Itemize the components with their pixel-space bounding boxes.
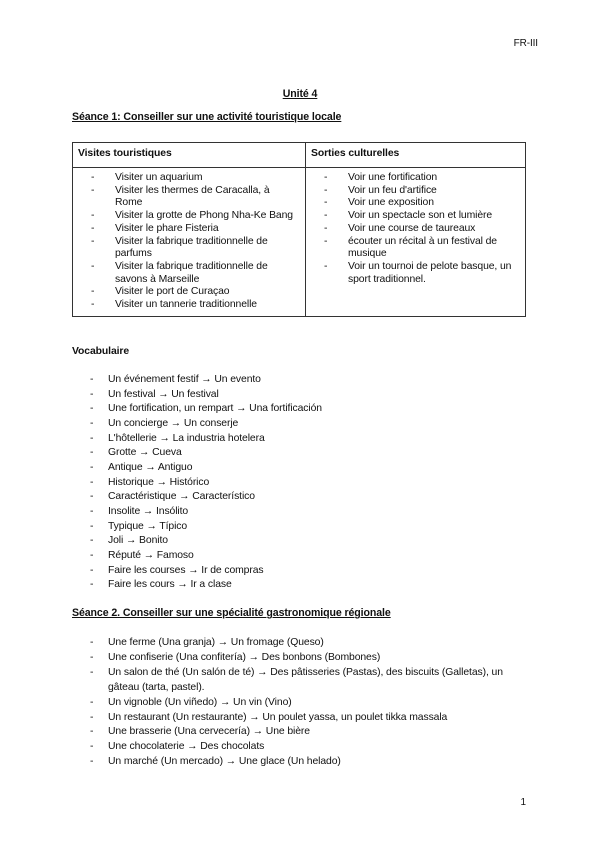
list-item: - Un vignoble (Un viñedo) → Un vin (Vino) [90, 696, 530, 711]
list-item: - Visiter le port de Curaçao [91, 286, 299, 299]
sorties-list [324, 172, 519, 286]
list-item: - Faire les cours → Ir a clase [90, 578, 530, 593]
table-header-sorties: Sorties culturelles [306, 143, 526, 168]
list-item: - Visiter la grotte de Phong Nha-Ke Bang [91, 210, 299, 223]
list-item: - Visiter un aquarium [91, 172, 299, 185]
list-item: - Visiter la fabrique traditionnelle de savons à Marseille [91, 261, 299, 286]
vocabulary-list [90, 373, 530, 593]
visites-cell [73, 168, 306, 317]
list-item: - Un salon de thé (Un salón de té) → Des pâtisseries (Pastas), des biscuits (Galletas), un gâteau (tarta, pastel). [90, 666, 530, 696]
list-item: - Visiter la fabrique traditionnelle de parfums [91, 236, 299, 261]
list-item: - écouter un récital à un festival de musique [324, 236, 519, 261]
list-item: - Une chocolaterie → Des chocolats [90, 740, 530, 755]
list-item: - Voir une exposition [324, 197, 519, 210]
list-item: - Voir une course de taureaux [324, 223, 519, 236]
list-item: - Voir un spectacle son et lumière [324, 210, 519, 223]
section2-title: Séance 2. Conseiller sur une spécialité gastronomique régionale [72, 607, 391, 619]
list-item: - L'hôtellerie → La industria hotelera [90, 432, 530, 447]
unit-title: Unité 4 [282, 88, 318, 100]
list-item: - Un festival → Un festival [90, 388, 530, 403]
list-item: - Antique → Antiguo [90, 461, 530, 476]
vocabulary-title: Vocabulaire [72, 346, 130, 357]
list-item: - Une fortification, un rempart → Una fortificación [90, 402, 530, 417]
section1-title: Séance 1: Conseiller sur une activité touristique locale [72, 111, 342, 123]
list-item: - Une brasserie (Una cervecería) → Une bière [90, 725, 530, 740]
gastronomy-list [90, 636, 530, 770]
list-item: - Faire les courses → Ir de compras [90, 564, 530, 579]
list-item: - Une confiserie (Una confitería) → Des bonbons (Bombones) [90, 651, 530, 666]
list-item: - Grotte → Cueva [90, 446, 530, 461]
list-item: - Un événement festif → Un evento [90, 373, 530, 388]
list-item: - Un marché (Un mercado) → Une glace (Un helado) [90, 755, 530, 770]
list-item: - Visiter le phare Fisteria [91, 223, 299, 236]
list-item: - Typique → Típico [90, 520, 530, 535]
list-item: - Voir un feu d'artifice [324, 185, 519, 198]
list-item: - Un restaurant (Un restaurante) → Un poulet yassa, un poulet tikka massala [90, 711, 530, 726]
list-item: - Voir une fortification [324, 172, 519, 185]
list-item: - Insolite → Insólito [90, 505, 530, 520]
visites-list [91, 172, 299, 312]
list-item: - Une ferme (Una granja) → Un fromage (Queso) [90, 636, 530, 651]
document-code: FR-III [513, 38, 538, 49]
list-item: - Un concierge → Un conserje [90, 417, 530, 432]
table-header-visites: Visites touristiques [73, 143, 306, 168]
list-item: - Voir un tournoi de pelote basque, un sport traditionnel. [324, 261, 519, 286]
list-item: - Réputé → Famoso [90, 549, 530, 564]
list-item: - Caractéristique → Característico [90, 490, 530, 505]
activities-table [72, 142, 526, 317]
list-item: - Historique → Histórico [90, 476, 530, 491]
sorties-cell [306, 168, 526, 317]
list-item: - Visiter un tannerie traditionnelle [91, 299, 299, 312]
list-item: - Visiter les thermes de Caracalla, à Rome [91, 185, 299, 210]
page-number: 1 [520, 797, 526, 808]
list-item: - Joli → Bonito [90, 534, 530, 549]
